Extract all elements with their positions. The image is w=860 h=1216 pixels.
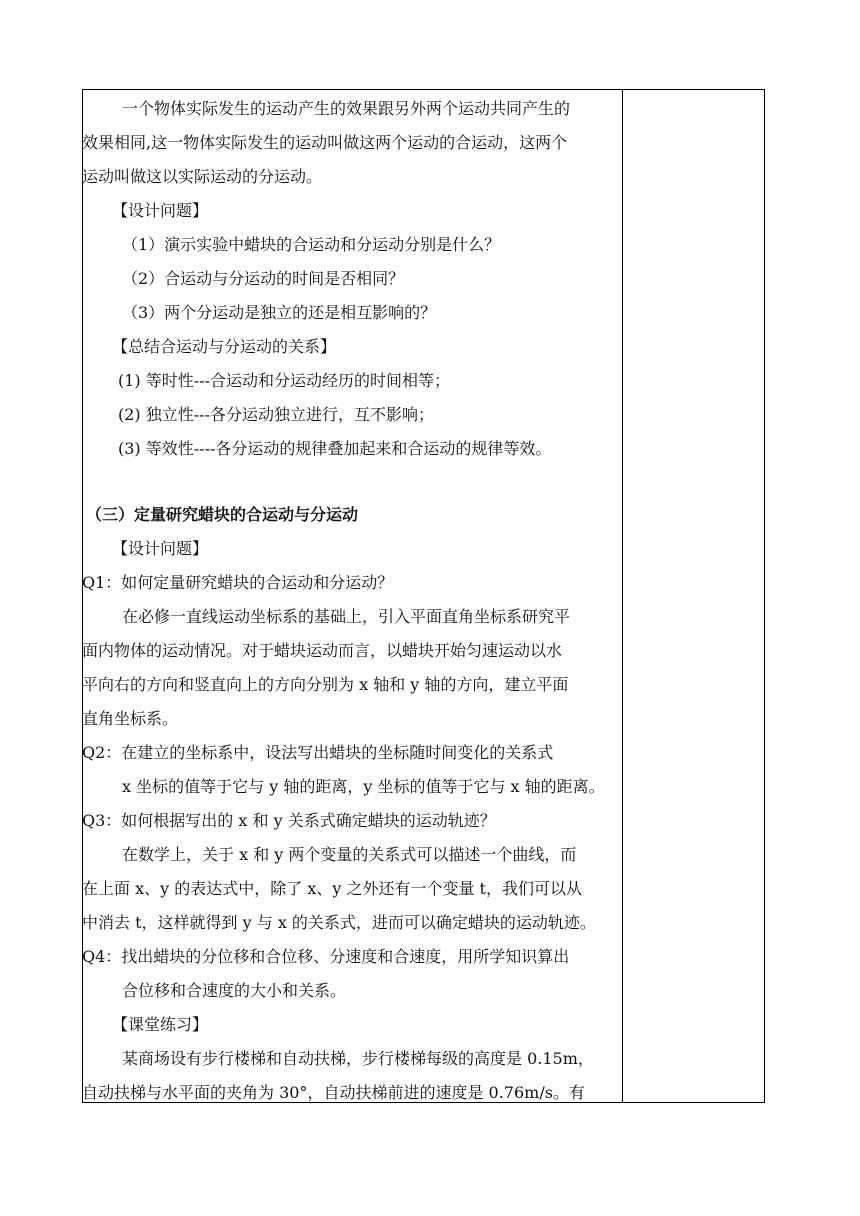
paragraph-line: 合位移和合速度的大小和关系。	[122, 981, 347, 1000]
section-heading: （三）定量研究蜡块的合运动与分运动	[86, 505, 359, 524]
table-column-divider	[622, 89, 623, 1103]
question-line: Q2：在建立的坐标系中，设法写出蜡块的坐标随时间变化的关系式	[82, 743, 554, 762]
section-label: 【设计问题】	[112, 201, 209, 220]
section-label: 【设计问题】	[112, 539, 209, 558]
summary-item: (2) 独立性---各分运动独立进行，互不影响；	[118, 405, 434, 424]
paragraph-line: 自动扶梯与水平面的夹角为 30°，自动扶梯前进的速度是 0.76m/s。有	[82, 1083, 585, 1102]
paragraph-line: 在上面 x、y 的表达式中，除了 x、y 之外还有一个变量 t，我们可以从	[82, 879, 582, 898]
paragraph-line: 一个物体实际发生的运动产生的效果跟另外两个运动共同产生的	[122, 99, 571, 118]
paragraph-line: 直角坐标系。	[82, 709, 179, 728]
question-item: （1）演示实验中蜡块的合运动和分运动分别是什么？	[122, 235, 501, 254]
paragraph-line: 平向右的方向和竖直向上的方向分别为 x 轴和 y 轴的方向，建立平面	[82, 675, 569, 694]
section-label: 【课堂练习】	[112, 1015, 209, 1034]
question-item: （3）两个分运动是独立的还是相互影响的？	[122, 303, 437, 322]
lesson-content-cell	[82, 89, 622, 1103]
paragraph-line: 运动叫做这以实际运动的分运动。	[82, 167, 323, 186]
paragraph-line: 在必修一直线运动坐标系的基础上，引入平面直角坐标系研究平	[122, 607, 571, 626]
question-line: Q4：找出蜡块的分位移和合位移、分速度和合速度，用所学知识算出	[82, 947, 570, 966]
section-label: 【总结合运动与分运动的关系】	[112, 337, 337, 356]
summary-item: (1) 等时性---合运动和分运动经历的时间相等；	[118, 371, 450, 390]
summary-item: (3) 等效性----各分运动的规律叠加起来和合运动的规律等效。	[118, 439, 552, 458]
paragraph-line: 中消去 t，这样就得到 y 与 x 的关系式，进而可以确定蜡块的运动轨迹。	[82, 913, 596, 932]
paragraph-line: 面内物体的运动情况。对于蜡块运动而言，以蜡块开始匀速运动以水	[82, 641, 563, 660]
question-line: Q3：如何根据写出的 x 和 y 关系式确定蜡块的运动轨迹？	[82, 811, 496, 830]
paragraph-line: 在数学上，关于 x 和 y 两个变量的关系式可以描述一个曲线，而	[122, 845, 577, 864]
question-line: Q1：如何定量研究蜡块的合运动和分运动？	[82, 573, 394, 592]
paragraph-line: 效果相同,这一物体实际发生的运动叫做这两个运动的合运动，这两个	[82, 133, 568, 152]
paragraph-line: x 坐标的值等于它与 y 轴的距离，y 坐标的值等于它与 x 轴的距离。	[122, 777, 605, 796]
question-item: （2）合运动与分运动的时间是否相同？	[122, 269, 405, 288]
paragraph-line: 某商场设有步行楼梯和自动扶梯，步行楼梯每级的高度是 0.15m，	[122, 1049, 594, 1068]
